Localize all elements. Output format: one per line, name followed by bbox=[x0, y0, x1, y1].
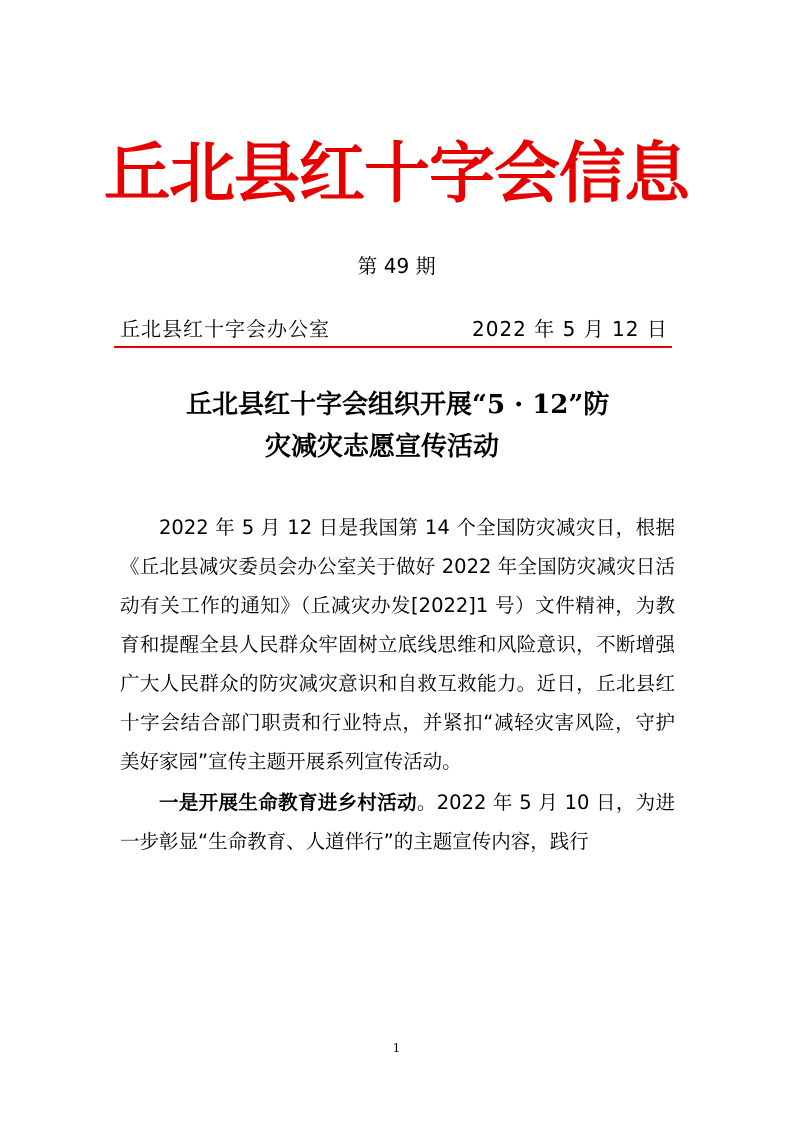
issuing-office: 丘北县红十字会办公室 bbox=[120, 317, 330, 341]
issue-date: 2022 年 5 月 12 日 bbox=[472, 317, 668, 341]
paragraph-2-lead: 一是开展生命教育进乡村活动 bbox=[159, 791, 417, 814]
paragraph-1: 2022 年 5 月 12 日是我国第 14 个全国防灾减灾日，根据《丘北县减灾委员会办公室关于做好 2022 年全国防灾减灾日活动有关工作的通知》（丘减灾办发[2022]1 号）文件精神，为教育和提醒全县人民群众牢固树立底线思维和风险意识，不断增强广大人民群众的防灾减灾意识和自救互救能力。近日，丘北县红十字会结合部门职责和行业特点，并紧扣“减轻灾害风险，守护美好家园”宣传主题开展系列宣传活动。 bbox=[120, 516, 675, 773]
page-number: 1 bbox=[392, 1041, 401, 1055]
paragraph-2 bbox=[120, 783, 675, 861]
headline-line-1: 丘北县红十字会组织开展“5 · 12”防 bbox=[186, 390, 610, 420]
red-divider-rule bbox=[114, 346, 672, 348]
headline-line-2: 灾减灾志愿宣传活动 bbox=[265, 432, 500, 462]
masthead-title: 丘北县红十字会信息 bbox=[104, 134, 689, 212]
issue-number: 第 49 期 bbox=[357, 254, 436, 278]
article-body bbox=[120, 508, 675, 863]
article-headline bbox=[120, 384, 675, 468]
paragraph-2-text: 。2022 年 5 月 10 日，为进一步彰显“生命教育、人道伴行”的主题宣传内容，践行 bbox=[120, 791, 675, 853]
